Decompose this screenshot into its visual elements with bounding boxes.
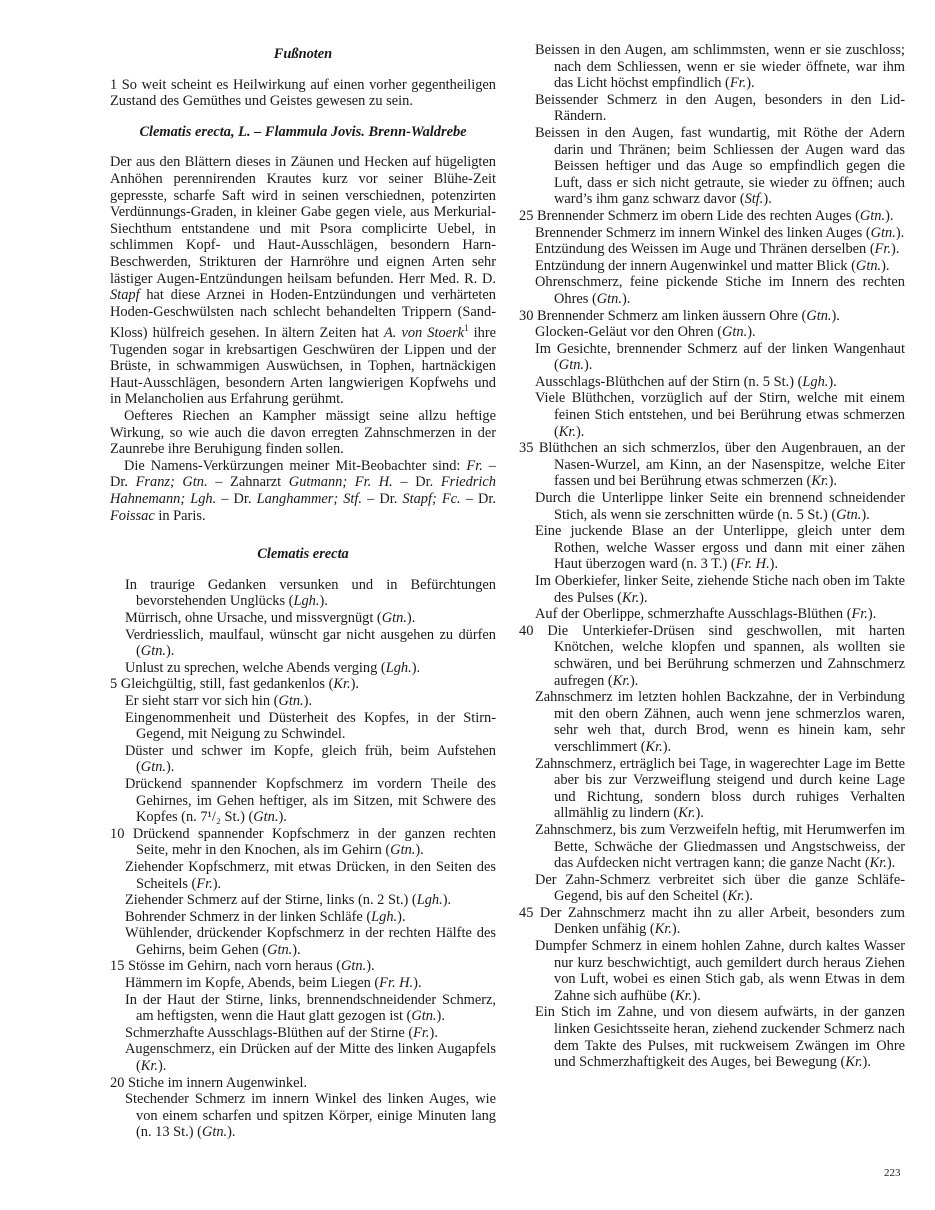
observer-abbrev: Gtn. (267, 941, 293, 958)
observer-abbrev: Gtn. (722, 324, 748, 341)
entry-number: 35 (519, 440, 539, 457)
observer-abbrev: Fr. (196, 875, 213, 892)
observer-abbrev: Stf. (744, 191, 764, 208)
symptom-entry: Beissen in den Augen, fast wundartig, mit Röthe der Adern darin und Thränen; beim Schliessen der Augen ward das Beissen heftiger und das Auge so empfindlich gegen die Luft, dass er sich nicht getraute, sie wieder zu öffnen; auch ward’s ihm ganz schwarz davor (Stf.). (535, 124, 905, 208)
observer-abbrev: Fr. (729, 75, 747, 92)
symptom-entry: Unlust zu sprechen, welche Abends verging (Lgh.). (125, 659, 421, 676)
symptom-entry: Augenschmerz, ein Drücken auf der Mitte des linken Augapfels (Kr.). (125, 1041, 496, 1075)
observer-abbrev: Kr. (811, 473, 829, 490)
symptom-entry: Beissender Schmerz in den Augen, besonders in den Lid-Rändern. (535, 91, 905, 125)
right-column (519, 42, 905, 1071)
observer-abbrev: Kr. (654, 921, 672, 938)
symptom-entry: Durch die Unterlippe linker Seite ein brennend schneidender Stich, als wenn sie zerschnitten würde (n. 5 St.) (Gtn.). (535, 490, 905, 523)
observer-abbrev: Fr. H. (379, 975, 414, 992)
symptom-entry: Ziehender Schmerz auf der Stirne, links (n. 2 St.) (Lgh.). (125, 892, 452, 909)
symptom-entry: Verdriesslich, maulfaul, wünscht gar nicht ausgehen zu dürfen (Gtn.). (125, 626, 496, 660)
symptom-entry: Hämmern im Kopfe, Abends, beim Liegen (Fr. H.). (125, 975, 422, 992)
observer-abbrev: Kr. (678, 805, 696, 822)
observer-abbrev: Gtn. (253, 809, 279, 826)
symptom-list-right (519, 42, 905, 1071)
page-number: 223 (884, 1167, 901, 1179)
entry-number: 45 (519, 904, 540, 921)
symptom-entry: 5 Gleichgültig, still, fast gedankenlos (Kr.). (110, 676, 360, 693)
observer-abbrev: Lgh. (802, 373, 829, 390)
symptom-entry: Drückend spannender Kopfschmerz im vordern Theile des Gehirnes, im Gehen heftiger, als im Sitzen, mit Schwere des Kopfes (n. 7¹/₂ St.) (Gtn.). (125, 775, 496, 826)
observer-abbrev: Lgh. (416, 892, 443, 909)
symptom-entry: Ein Stich im Zahne, und von diesem aufwärts, in der ganzen linken Gesichtsseite heran, ziehend zuckender Schmerz nach dem Takte des Pulses, mit ruckweisem Zwängen im Ohre und Schmerzhaftigkeit des Auges, bei Bewegung (Kr.). (535, 1004, 905, 1071)
entry-number: 25 (519, 207, 537, 224)
observer-abbrev: Gtn. (558, 357, 584, 374)
symptom-entry: 35 Blüthchen an sich schmerzlos, über den Augenbrauen, an der Nasen-Wurzel, am Kinn, an der Nasenspitze, welche Eiter fassen und bei Berührung etwas schmerzen (Kr.). (519, 440, 905, 490)
symptom-entry: Wühlender, drückender Kopfschmerz in der rechten Hälfte des Gehirns, beim Gehen (Gtn.). (125, 925, 496, 958)
symptom-entry: Eingenommenheit und Düsterheit des Kopfes, in der Stirn-Gegend, mit Neigung zu Schwindel. (125, 709, 496, 743)
symptom-entry: Auf der Oberlippe, schmerzhafte Ausschlags-Blüthen (Fr.). (535, 606, 877, 623)
observer-abbrev: Kr. (333, 676, 351, 693)
observer-abbrev: Gtn. (278, 692, 304, 709)
observer-abbrev: Gtn. (140, 759, 166, 776)
symptom-entry: 15 Stösse im Gehirn, nach vorn heraus (Gtn.). (110, 958, 375, 975)
symptom-entry: Bohrender Schmerz in der linken Schläfe (Lgh.). (125, 908, 406, 925)
symptom-entry: Zahnschmerz, erträglich bei Tage, in wagerechter Lage im Bette aber bis zur Verzweiflung steigend und durch keine Lage und Richtung, sondern bloss durch ruhiges Verhalten allmählig zu lindern (Kr.). (535, 755, 905, 822)
symptom-entry: In traurige Gedanken versunken und in Befürchtungen bevorstehenden Unglücks (Lgh.). (125, 576, 496, 610)
intro-paragraph: Der aus den Blättern dieses in Zäunen und Hecken auf hügeligten Anhöhen perennirenden Krautes kurz vor seiner Blühe-Zeit gepresste, scharfe Saft wird in seinen verschiednen, potenzirten Verdünnungs-Graden, in kleiner Gabe gegen viele, aus Merkurial-Siechthum entstandene und mit Psora complicirte Uebel, in schlimmen Kopf- und Haut-Ausschlägen, besondern Harn-Beschwerden, Strikturen der Harnröhre und eignen Arten sehr lästiger Augen-Entzündungen heilsam befunden. Herr Med. R. D. Stapf hat diese Arznei in Hoden-Entzündungen und verhärteten Hoden-Geschwülsten nach schlecht behandelten Trippern (Sand-Kloss) hülfreich gesehen. In ältern Zeiten hat A. von Stoerk$^1$ ihre Tugenden sogar in krebsartigen Geschwüren der Lippen und der Brüste, in schwammigen Auswüchsen, in Tophen, hartnäckigen Haut-Ausschlägen, besondern Arten langwierigen Kopfwehs und in Melancholien aus Erfahrung gerühmt. (110, 154, 496, 408)
observer-abbrev: Gtn. (870, 224, 896, 241)
entry-number: 20 (110, 1074, 128, 1091)
observer-abbrev: Kr. (621, 589, 640, 606)
observer-abbrev: Fr. (413, 1024, 430, 1041)
observer-abbrev: Lgh. (385, 659, 412, 676)
observer-abbrev: Kr. (869, 855, 887, 872)
observer-abbrev: Kr. (140, 1058, 158, 1075)
symptom-entry: Dumpfer Schmerz in einem hohlen Zahne, durch kaltes Wasser nur kurz beschwichtigt, auch gemildert durch heraus Ziehen von Luft, wobei es einen Stich gab, als wenn Etwas in dem Zahne sich aufhübe (Kr.). (535, 938, 905, 1004)
symptom-entry: 10 Drückend spannender Kopfschmerz in der ganzen rechten Seite, mehr in den Knochen, als im Gehirn (Gtn.). (110, 825, 496, 859)
symptom-entry: Eine juckende Blase an der Unterlippe, gleich unter dem Rothen, welche Wasser ergoss und dann mit einer zähen Haut überzogen ward (n. 3 T.) (Fr. H.). (535, 523, 905, 573)
symptom-entry: Schmerzhafte Ausschlags-Blüthen auf der Stirne (Fr.). (125, 1024, 438, 1041)
kampher-paragraph: Oefteres Riechen an Kampher mässigt seine allzu heftige Wirkung, so wie auch die davon erregten Zahnschmerzen in der Zaunrebe ihre Beruhigung finden sollen. (110, 408, 496, 458)
entry-number: 10 (110, 825, 133, 842)
observer-abbrev: Fr. (874, 241, 892, 258)
footnote-1: 1 So weit scheint es Heilwirkung auf einen vorher gegentheiligen Zustand des Gemüthes und Geistes gewesen zu sein. (110, 76, 496, 110)
observer-abbrev: Kr. (727, 888, 745, 905)
entry-number: 40 (519, 622, 548, 639)
symptom-entry: Zahnschmerz im letzten hohlen Backzahne, der in Verbindung mit den obern Zähnen, auch wenn jene schmerzlos waren, sehr weh that, durch Brod, wenn es hinein kam, sehr verschlimmert (Kr.). (535, 689, 905, 755)
symptom-entry: Zahnschmerz, bis zum Verzweifeln heftig, mit Herumwerfen im Bette, Schwäche der Gliedmassen und Angstschweiss, der das Aufdecken nicht vertragen kann; die ganze Nacht (Kr.). (535, 821, 905, 872)
symptom-entry: Ausschlags-Blüthchen auf der Stirn (n. 5 St.) (Lgh.). (535, 373, 837, 390)
observer-abbrev: Gtn. (201, 1124, 228, 1141)
observer-abbrev: Gtn. (596, 290, 622, 307)
observer-abbrev: Gtn. (390, 842, 416, 859)
symptom-entry: Stechender Schmerz im innern Winkel des linken Auges, wie von einem scharfen und spitzen Körper, einige Minuten lang (n. 13 St.) (Gtn.). (125, 1091, 496, 1141)
symptom-entry: 20 Stiche im innern Augenwinkel. (110, 1074, 308, 1091)
symptom-entry: 25 Brennender Schmerz im obern Lide des rechten Auges (Gtn.). (519, 207, 894, 224)
symptom-entry: Brennender Schmerz im innern Winkel des linken Auges (Gtn.). (535, 224, 905, 241)
observer-abbrev: Gtn. (859, 207, 886, 224)
footnotes-heading: Fußnoten (273, 46, 333, 62)
observer-abbrev: Fr. H. (735, 556, 770, 573)
abbreviations-paragraph: Die Namens-Verkürzungen meiner Mit-Beobachter sind: Fr. – Dr. Franz; Gtn. – Zahnarzt Gutmann; Fr. H. – Dr. Friedrich Hahnemann; Lgh. – Dr. Langhammer; Stf. – Dr. Stapf; Fc. – Dr. Foissac in Paris. (110, 457, 496, 524)
symptom-list-left (110, 577, 496, 1141)
symptom-entry: Er sieht starr vor sich hin (Gtn.). (125, 692, 313, 709)
symptom-entry: Im Oberkiefer, linker Seite, ziehende Stiche nach oben im Takte des Pulses (Kr.). (535, 573, 905, 606)
symptom-entry: Glocken-Geläut vor den Ohren (Gtn.). (535, 324, 756, 341)
symptom-entry: Viele Blüthchen, vorzüglich auf der Stirn, welche mit einem feinen Stich entstehen, und bei Berührung etwas schmerzen (Kr.). (535, 390, 905, 440)
observer-abbrev: Kr. (645, 738, 663, 755)
symptom-entry: Entzündung der innern Augenwinkel und matter Blick (Gtn.). (535, 257, 890, 274)
left-column (110, 46, 496, 1141)
observer-abbrev: Lgh. (371, 908, 398, 925)
symptom-entry: Mürrisch, ohne Ursache, und missvergnügt (Gtn.). (125, 610, 416, 627)
entry-number: 30 (519, 307, 537, 324)
entry-number: 5 (110, 676, 121, 693)
observer-abbrev: Lgh. (293, 593, 320, 610)
symptom-entry: Ohrenschmerz, feine pickende Stiche im Innern des rechten Ohres (Gtn.). (535, 274, 905, 307)
observer-abbrev: Gtn. (806, 307, 832, 324)
symptom-entry: Düster und schwer im Kopfe, gleich früh, beim Aufstehen (Gtn.). (125, 742, 496, 776)
symptom-entry: Entzündung des Weissen im Auge und Thränen derselben (Fr.). (535, 241, 900, 258)
observer-abbrev: Gtn. (411, 1008, 437, 1025)
symptom-entry: Im Gesichte, brennender Schmerz auf der linken Wangenhaut (Gtn.). (535, 340, 905, 374)
observer-abbrev: Fr. (851, 606, 868, 623)
symptom-entry: 45 Der Zahnschmerz macht ihn zu aller Arbeit, besonders zum Denken unfähig (Kr.). (519, 904, 905, 938)
symptom-entry: Beissen in den Augen, am schlimmsten, wenn er sie zuschloss; nach dem Schliessen, wenn er sie wieder öffnete, war ihm das Licht höchst empfindlich (Fr.). (535, 42, 905, 92)
symptom-entry: Der Zahn-Schmerz verbreitet sich über die ganze Schläfe-Gegend, bis auf den Scheitel (Kr.). (535, 871, 905, 905)
observer-abbrev: Kr. (845, 1054, 863, 1071)
symptom-entry: 30 Brennender Schmerz am linken äussern Ohre (Gtn.). (519, 307, 840, 324)
observer-abbrev: Gtn. (140, 643, 166, 660)
symptom-entry: In der Haut der Stirne, links, brennendschneidender Schmerz, am heftigsten, wenn die Haut glatt gezogen ist (Gtn.). (125, 991, 496, 1025)
observer-abbrev: Kr. (558, 423, 576, 440)
section-title: Clematis erecta (257, 546, 349, 563)
symptom-entry: 40 Die Unterkiefer-Drüsen sind geschwollen, mit harten Knötchen, welche klopfen und spannen, als wollten sie schwären, und bei Berührung schmerzen und Zahnschmerz aufregen (Kr.). (519, 622, 905, 689)
observer-abbrev: Gtn. (341, 958, 367, 975)
observer-abbrev: Gtn. (855, 257, 882, 274)
observer-abbrev: Gtn. (381, 610, 407, 627)
observer-abbrev: Kr. (675, 987, 693, 1004)
symptom-entry: Ziehender Kopfschmerz, mit etwas Drücken, in den Seiten des Scheitels (Fr.). (125, 858, 496, 892)
observer-abbrev: Gtn. (836, 506, 862, 523)
entry-number: 15 (110, 958, 128, 975)
observer-abbrev: Kr. (612, 672, 630, 689)
monograph-title: Clematis erecta, L. – Flammula Jovis. Brenn-Waldrebe (139, 123, 467, 140)
